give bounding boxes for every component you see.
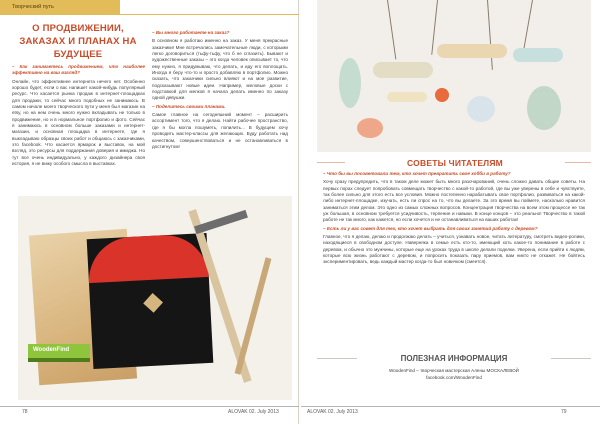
chalkboard: [87, 233, 214, 369]
page-number: 78: [22, 409, 28, 415]
hammer-head: [194, 210, 248, 234]
pendant: [373, 62, 433, 78]
brand-badge: WoodenFind: [28, 344, 90, 358]
useful-info-line: WoodenFind – творческая мастерская Алены МОСКАЛЕВОЙ: [389, 368, 519, 373]
right-page: [301, 0, 600, 424]
pendant: [513, 48, 563, 62]
cord: [487, 0, 493, 70]
magazine-issue: ALOVAK 02. July 2013: [228, 409, 279, 415]
left-page: [0, 0, 299, 424]
interview-question: – Поделитесь своими планами.: [152, 103, 226, 109]
footer-rule: [0, 406, 299, 407]
pendant: [357, 118, 383, 138]
pendants-photo: [317, 0, 591, 152]
interview-answer: Самое главное на сегодняшний момент – расширить ассортимент того, что я делаю. Найти рабочее пространство, где я бы могла пошуметь, попилить... В будущем хочу проводить мастер-классы для желающих. Буду работать над качеством, совершенствоваться и не останавливаться в достигнутом!: [152, 112, 288, 149]
interview-answer: Онлайн, что эффективнее интернета нечего нет. Особенно хорошо будет, если о вас напишет какой-нибудь популярный ресурс. Что касается рынка продаж в интернет-площадках для продажи, то сейчас много подобных не занимаюсь. В самом начале моего творческого пути у меня был магазин на etsy, но на нем очень много нужно вкладывать не только в продвижение, но и в нормальное портфолио и фото. Сейчас я занимаюсь в основном больше заказами и интернет-магазин, и основная площадка в интернете, где я выкладываю образцы своих работ и общаюсь с заказчиками, это facebook. Что касается ярмарок и выставок, на мой взгляд, это ресурсы для поддержания доверия и имиджа. Но тут все очень индивидуально, у каждого дизайнера своя история, я не вижу особого смысла в выставках.: [12, 78, 145, 167]
section-title: СОВЕТЫ ЧИТАТЕЛЯМ: [407, 158, 503, 168]
pendant: [527, 86, 561, 130]
interview-answer: В основном я работаю именно на заказ. У меня прекрасные заказчики! Мне встречались замечательные люди, с которыми легко договориться (тьфу-тьфу, что б не сглазить). Бывают и художественные заказы – это когда человек описывает то, что ему нужно, я придумываю, что делать, и иду его воплощать. Иногда я беру что-то и просто добавляю в портфолио. Можно сказать, что заказчики сильно влияют и на мое развитие, подсказывают новые идеи. Например, меловые доски с подставкой для мелков я начала делать именно по заказу одной девушки.: [152, 38, 288, 101]
useful-rule-right: [551, 358, 591, 359]
pendant: [467, 96, 495, 122]
useful-info-title: ПОЛЕЗНАЯ ИНФОРМАЦИЯ: [400, 354, 508, 363]
chalkboard-photo: [18, 196, 292, 400]
interview-answer: Главное, что я делаю, делаю и продолжаю делать – учиться, узнавать новое, читать литературу, смотреть видео-ролики, находящиеся в свободном доступе. Наверняка в семье есть кто-то, имеющий хоть какое-то понимание в работе с деревом, и обычно это мужчины, которые еще на уроках труда в школе делали поделки. Уверена, если прийти к людям, которые всю жизнь работают с деревом, и попросить показать пару приемов, вам никто не откажет. Не бойтесь экспериментировать, ведь каждый мастер когда-то был новичком (смеется).: [323, 234, 585, 265]
interview-question: – Есть ли у вас совет для тех, кто хочет выбрать для своих занятий работу с деревом?: [323, 225, 538, 231]
interview-question: – Вы много работаете на заказ?: [152, 30, 230, 35]
running-head-rule: [0, 14, 299, 15]
brand-badge-underline: [28, 358, 90, 362]
section-rule-right: [565, 162, 591, 163]
article-headline: О ПРОДВИЖЕНИИ, ЗАКАЗАХ И ПЛАНАХ НА БУДУЩЕЕ: [19, 23, 137, 60]
wood-peg: [143, 293, 163, 313]
left-column-2: [152, 30, 288, 186]
section-rule-left: [317, 162, 345, 163]
right-column: [323, 171, 585, 343]
interview-question: – Как занимаетесь продвижением, что наиболее эффективно на ваш взгляд?: [12, 64, 145, 76]
cord: [387, 0, 396, 59]
useful-info-link[interactable]: facebook.com/WoodenFind: [426, 374, 482, 380]
pendant: [435, 88, 449, 102]
pendant: [437, 44, 507, 58]
page-number: 79: [561, 409, 567, 415]
pendant: [387, 92, 427, 102]
useful-info: [323, 368, 585, 381]
footer-rule: [301, 406, 600, 407]
red-arch: [87, 233, 209, 283]
interview-question: – Что бы вы посоветовали тем, кто хочет превратить свое хобби в работу?: [323, 171, 511, 176]
magazine-issue: ALOVAK 02. July 2013: [307, 409, 358, 415]
running-head: Творческий путь: [0, 0, 120, 14]
brush: [235, 257, 272, 374]
pendant: [339, 58, 361, 108]
interview-answer: Хочу сразу предупредить, что в таком деле может быть много разочарований, очень сложно давать общие советы. На первых порах следует попробовать совмещать творчество с какой-то работой, где вы уже уверены в себе и чувствуете, так более сильно для этого есть все условия. Можно постепенно нарабатывать свое портфолио, развиваться на какой-либо интернет-площадке, изучать, есть ли спрос на то, что вы делаете. За это время вы поймете, насколько нравится заниматься этим делом. Это одно из самых сложных вопросов. Концентрация творчества на всем этом процессе не так уж большая, в основном требуется усидчивость, терпение и навыки. В конце концов – это реально! Творчество в такой работе не так много, как кажется, но если хочется и не останавливаться на ваших работах!: [323, 179, 585, 223]
